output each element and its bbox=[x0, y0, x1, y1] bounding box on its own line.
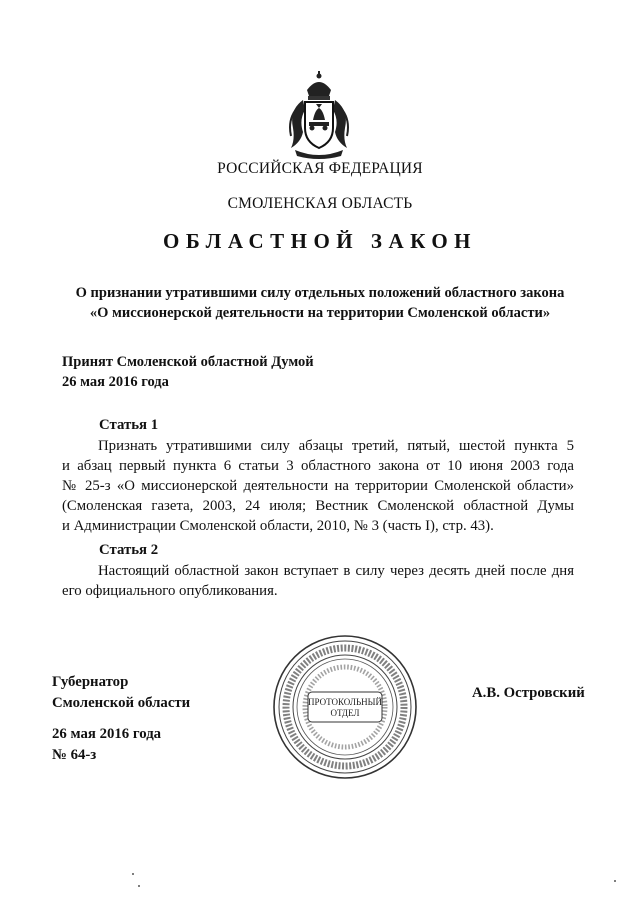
scan-speck bbox=[614, 880, 616, 882]
article-2-line: его официального опубликования. bbox=[62, 583, 278, 599]
coat-of-arms-emblem bbox=[285, 70, 353, 160]
official-seal-stamp bbox=[270, 632, 420, 782]
article-2-line: Настоящий областной закон вступает в силу через десять дней после дня bbox=[98, 563, 574, 579]
document-type-title: ОБЛАСТНОЙ ЗАКОН bbox=[162, 229, 477, 253]
law-number: № 64-з bbox=[52, 747, 97, 763]
article-1-line: Признать утратившими силу абзацы третий, пятый, шестой пункта 5 bbox=[98, 438, 574, 454]
article-1-line: и Администрации Смоленской области, 2010, № 3 (часть I), стр. 43). bbox=[62, 518, 494, 534]
signatory-position-line-2: Смоленской области bbox=[52, 695, 191, 711]
law-date: 26 мая 2016 года bbox=[52, 726, 162, 742]
article-2-heading: Статья 2 bbox=[99, 542, 159, 558]
scan-speck bbox=[132, 873, 134, 875]
signatory-name: А.В. Островский bbox=[472, 685, 585, 701]
law-title-line-2: «О миссионерской деятельности на территории Смоленской области» bbox=[89, 305, 551, 321]
signatory-position-line-1: Губернатор bbox=[52, 674, 129, 690]
seal-center-line-1: ПРОТОКОЛЬНЫЙ bbox=[308, 697, 382, 707]
article-1-line: и абзац первый пункта 6 статьи 3 областного закона от 10 июня 2003 года bbox=[62, 458, 574, 474]
article-2-text bbox=[62, 561, 574, 601]
adoption-line-1: Принят Смоленской областной Думой bbox=[62, 354, 314, 370]
article-1-line: (Смоленская газета, 2003, 24 июля; Вестник Смоленской областной Думы bbox=[62, 498, 574, 514]
law-title-line-1: О признании утратившими силу отдельных положений областного закона bbox=[75, 285, 565, 301]
seal-center-line-2: ОТДЕЛ bbox=[330, 708, 360, 718]
article-1-line: № 25-з «О миссионерской деятельности на территории Смоленской области» bbox=[62, 478, 574, 494]
region-title: СМОЛЕНСКАЯ ОБЛАСТЬ bbox=[227, 195, 413, 212]
article-1-heading: Статья 1 bbox=[99, 417, 159, 433]
adoption-line-2: 26 мая 2016 года bbox=[62, 374, 169, 390]
article-1-text bbox=[62, 436, 574, 536]
scan-speck bbox=[138, 885, 140, 887]
country-title: РОССИЙСКАЯ ФЕДЕРАЦИЯ bbox=[217, 160, 423, 177]
